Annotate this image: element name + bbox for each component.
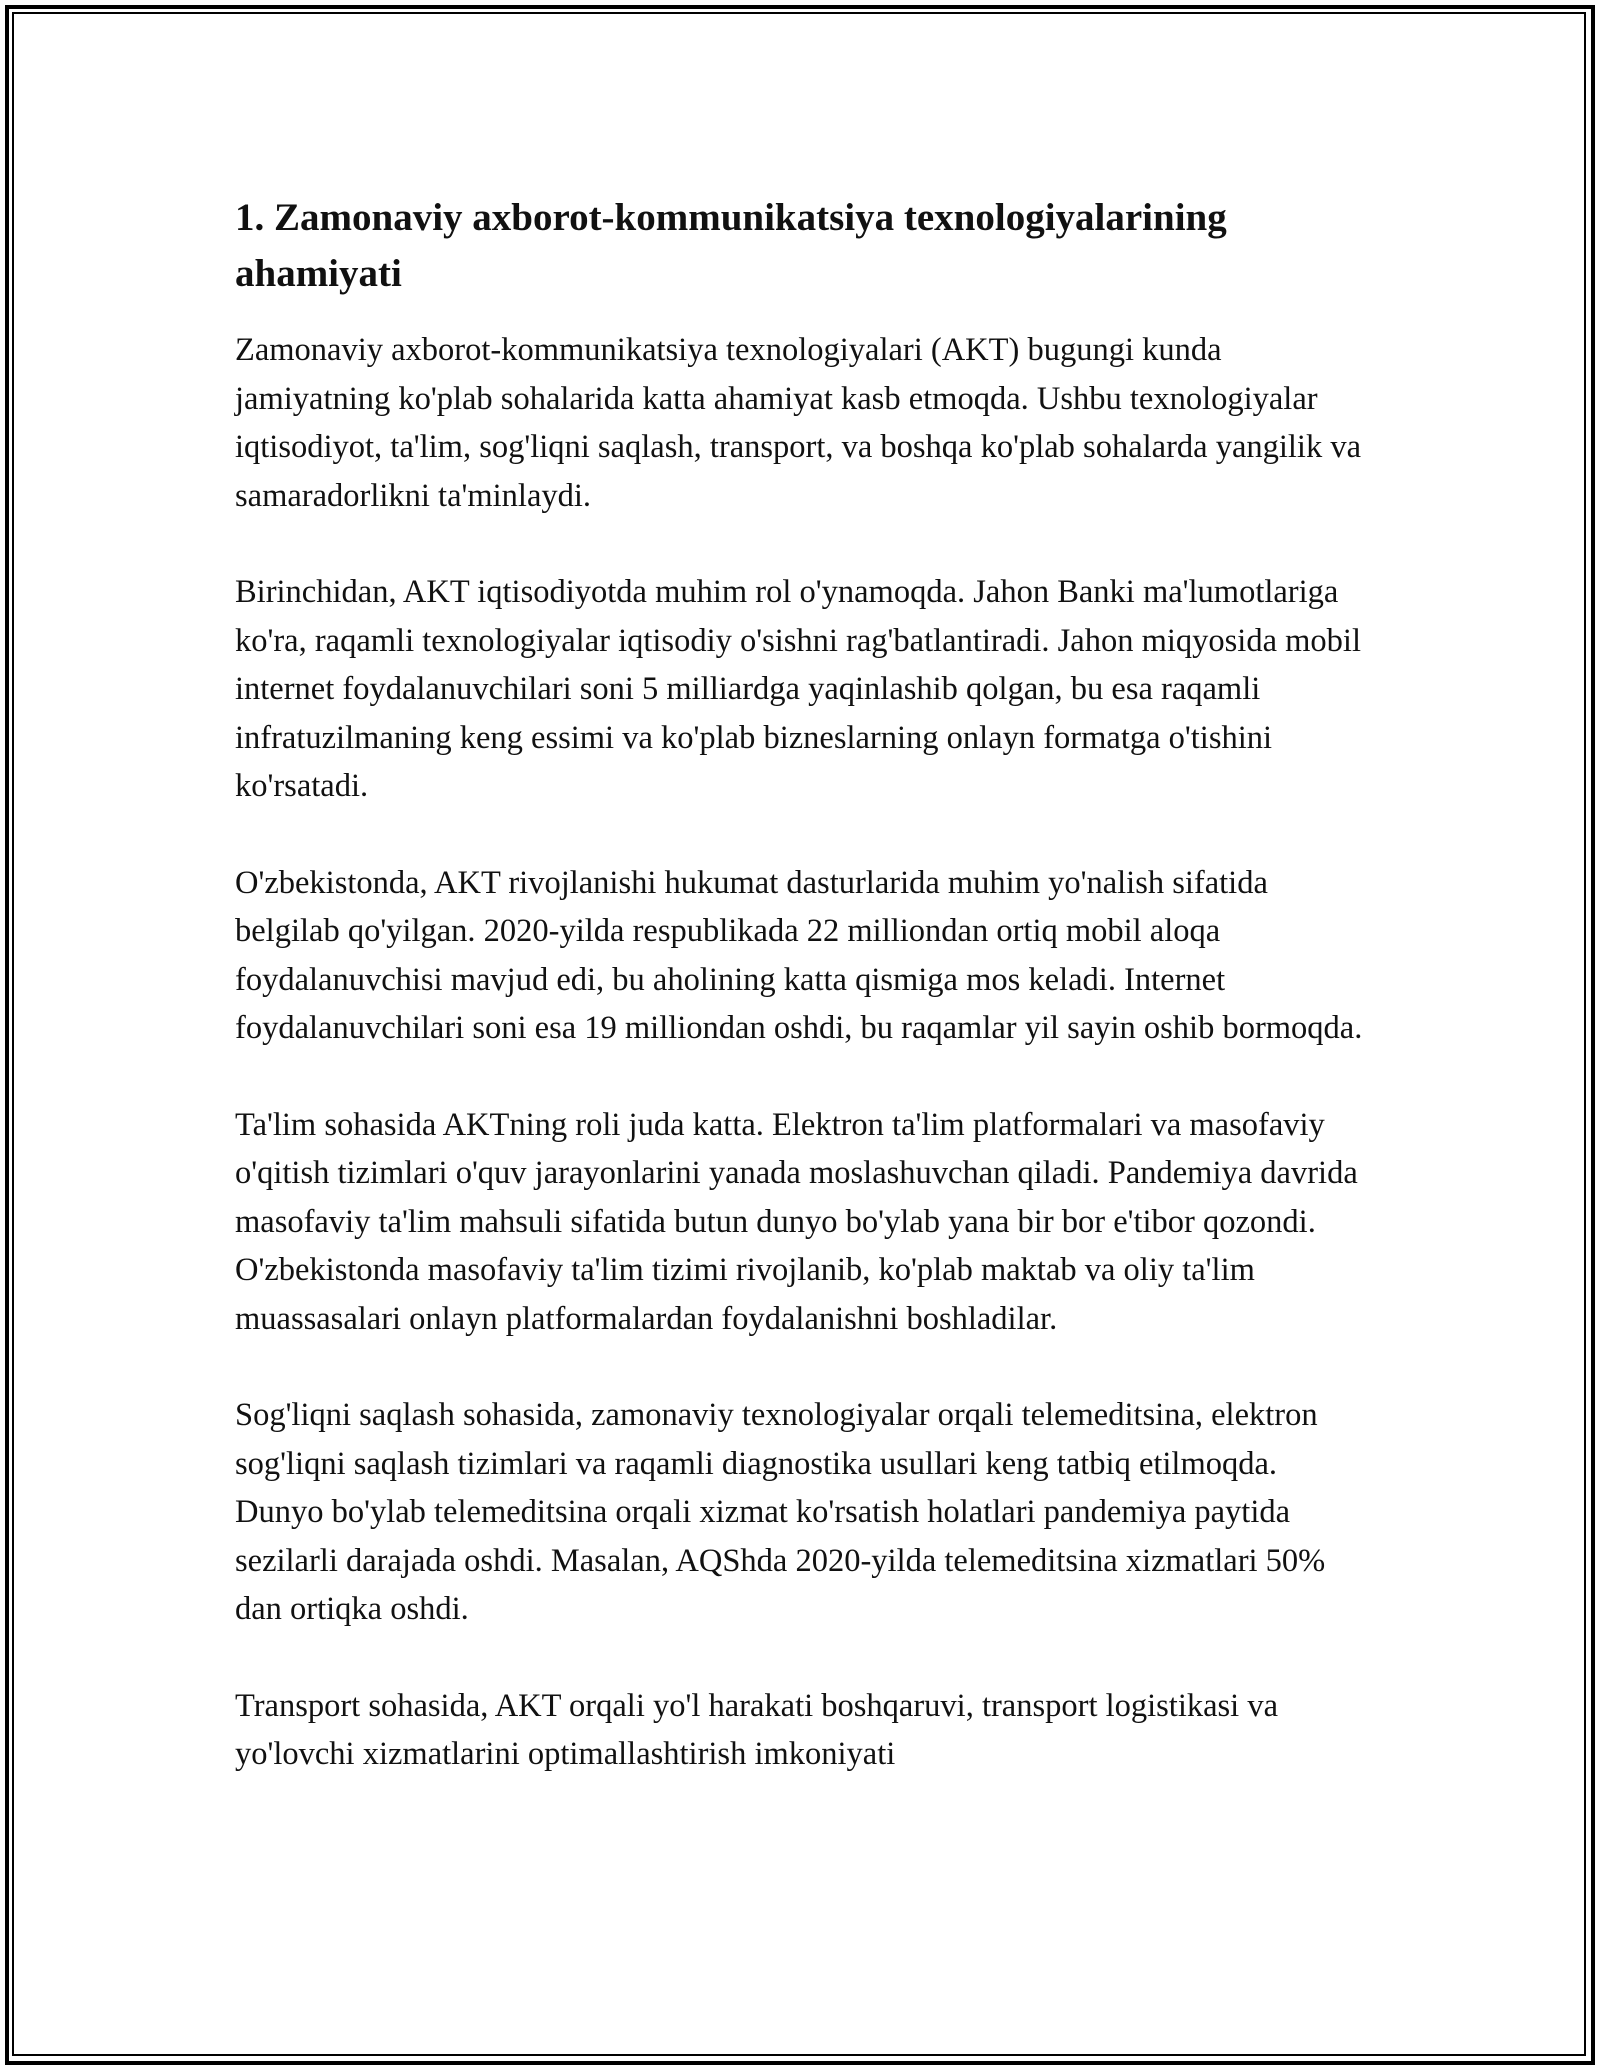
paragraph-economy: Birinchidan, AKT iqtisodiyotda muhim rol o'ynamoqda. Jahon Banki ma'lumotlariga ko'ra, raqamli texnologiyalar iqtisodiy o'sishni rag'batlantiradi. Jahon miqyosida mobil internet foydalanuvchilari soni 5 milliardga yaqinlashib qolgan, bu esa raqamli infratuzilmaning keng essimi va ko'plab bizneslarning onlayn formatga o'tishini ko'rsatadi. [235, 574, 1361, 804]
paragraph-education: Ta'lim sohasida AKTning roli juda katta. Elektron ta'lim platformalari va masofaviy o'qitish tizimlari o'quv jarayonlarini yanada moslashuvchan qiladi. Pandemiya davrida masofaviy ta'lim mahsuli sifatida butun dunyo bo'ylab yana bir bor e'tibor qozondi. O'zbekistonda masofaviy ta'lim tizimi rivojlanib, ko'plab maktab va oliy ta'lim muassasalari onlayn platformalardan foydalanishni boshladilar. [235, 1106, 1358, 1337]
document-body [235, 190, 1365, 1827]
paragraph-healthcare: Sog'liqni saqlash sohasida, zamonaviy texnologiyalar orqali telemeditsina, elektron sog'liqni saqlash tizimlari va raqamli diagnostika usullari keng tatbiq etilmoqda. Dunyo bo'ylab telemeditsina orqali xizmat ko'rsatish holatlari pandemiya paytida sezilarli darajada oshdi. Masalan, AQShda 2020-yilda telemeditsina xizmatlari 50% dan ortiqka oshdi. [235, 1397, 1326, 1627]
paragraph-intro: Zamonaviy axborot-kommunikatsiya texnologiyalari (AKT) bugungi kunda jamiyatning ko'plab sohalarida katta ahamiyat kasb etmoqda. Ushbu texnologiyalar iqtisodiyot, ta'lim, sog'liqni saqlash, transport, va boshqa ko'plab sohalarda yangilik va samaradorlikni ta'minlaydi. [235, 332, 1362, 514]
paragraph-transport: Transport sohasida, AKT orqali yo'l harakati boshqaruvi, transport logistikasi va yo'lovchi xizmatlarini optimallashtirish imkoniyati [235, 1687, 1279, 1772]
paragraph-uzbekistan: O'zbekistonda, AKT rivojlanishi hukumat dasturlarida muhim yo'nalish sifatida belgilab qo'yilgan. 2020-yilda respublikada 22 milliondan ortiq mobil aloqa foydalanuvchisi mavjud edi, bu aholining katta qismiga mos keladi. Internet foydalanuvchilari soni esa 19 milliondan oshdi, bu raqamlar yil sayin oshib bormoqda. [235, 864, 1363, 1046]
section-title: 1. Zamonaviy axborot-kommunikatsiya texnologiyalarining ahamiyati [235, 196, 1227, 295]
